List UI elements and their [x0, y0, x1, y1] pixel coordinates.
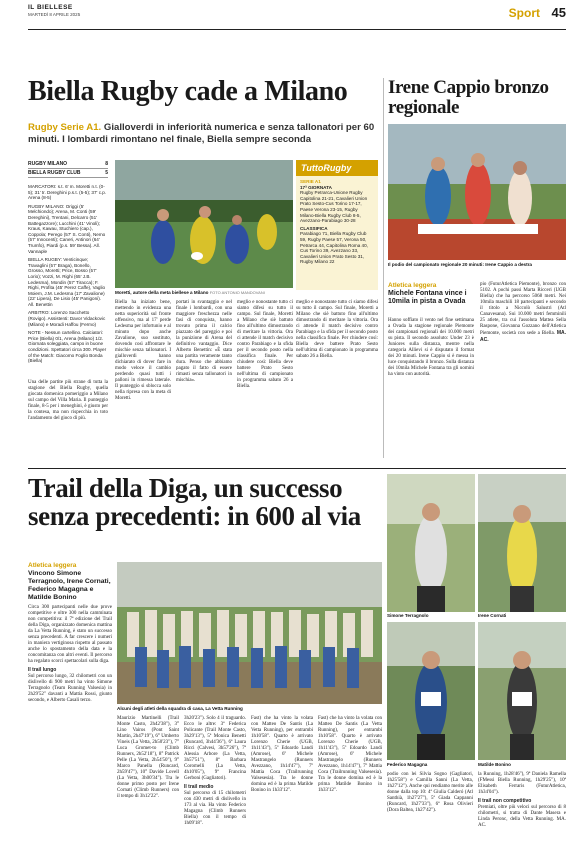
trail-noncomp-head: Il trail non competitivo: [478, 798, 532, 804]
trail-body-col3-text: 3h20'23"). Solo 4 il traguardo. Ecco le altre: 3ª Federica Policante (Trail Monte Casto, 3h29'13"), 5ª Monica Benetti (Runcard, 3h44'36"), 6ª Laura Ricci (Calvesi, 3h57'26"), 7ª Alessia Arbore (La Vetta, 3h57'51"), 8ª Barbara Coromelli (La Vetta, 4h10'05"), 9ª Francina Gerboni (Gagliatori).: [184, 716, 246, 781]
trail-team-photo: [117, 562, 382, 704]
section-label: Sport: [508, 6, 540, 20]
cappio-body-col1: Hanno soffiato il vento nel fine settimana a Ovada la stagione regionale Piemonte dei campionati regionali dei 10.000 metri su pista. Il secondo assoluto: Under 23 è Juniores sulla distanza, mentre nella categoria Allievi si è disputato il format dei 20 minuti. Irene Cappio si è messa in luce conquistando il bronzo. Sulla distanza dei 10mila Michele Fontana tra gli uomini ha vinto con autorità.: [388, 318, 474, 377]
score-team: RUGBY MILANO: [28, 161, 68, 167]
rugby-headline: Biella Rugby cade a Milano: [28, 76, 348, 107]
rugby-photo-credit: FOTO ANTONIO MANDOVANI: [209, 290, 265, 295]
score-row: [28, 160, 108, 169]
trail-subhead: Vincono Simone Terragnolo, Irene Cornati, Federico Magagna e Matilde Bonino: [28, 570, 111, 601]
rugby-photo: [115, 160, 293, 288]
trail-kicker: Atletica leggera: [28, 562, 77, 569]
tuttorugby-content: [296, 176, 378, 268]
page-number: 45: [551, 5, 566, 20]
score-row: [28, 169, 108, 178]
rugby-body-col4: meglio e nonostante tutto ci siamo difesi su tutto il campo. Sul finale, Moretti a Milano che siè battuto fino all'ultimo dimostrando di meritare la vittoria. Ora ci attende il match decisivo contro Parabiago e la sfida per il secondo posto nella classifica finale. Per chiudere così: Biella deve battere Prato Sesto nell'ultima di campionato in programma sabato 26 a Biella.: [237, 300, 293, 389]
tabellino-milano: RUGBY MILANO: Origgi (5' Melchiondo); Arena, M. Conti (59' Dereghini), Trentani, Delcarro (51' Battegazzore); Lucchini (41' Vinoli); Kraus, Kawau, Stuchiero (cap.), Coppola; Perego (57' S. Conti), Nemo (57' Innocenti); Caneri, Antinori (64' Trumfo), Piardi (p.s. 59' Bessa). All. Vannaple: [28, 203, 106, 254]
trail-body-col5: podio con lei Silvia Sogno (Gagliatori, 1h25'58") e Camilla Sanni (La Vetta, 1h27'12"). Anche qui rendiamo merito alle donne dalla top 10: 4ª Giulia Calderó (Atl Santhià, 1h27'27"), 5ª Giada Cappanni (Runcard, 1h27'33"), 6ª Rosa Olivieri (Dora Baltea, 1h27'42").: [387, 772, 473, 813]
trail-body-col6-text: la Running, 1h28'46"), 9ª Daniela Ramella (FMessi Biella Running, 1h29'25"), 10ª Elisabeth Ferraris (FuturAtletica, 1h34'04").: [478, 772, 566, 795]
winner-photo-bonino: [478, 622, 566, 760]
score-points: 8: [105, 161, 108, 167]
winner-label-magagna: Federico Magagna: [387, 762, 428, 767]
trail-headline: Trail della Diga, un successo senza precedenti: in 600 al via: [28, 473, 361, 531]
trail-body-col4: Fast) che ha vinto la volata con Matteo De Santis (La Vetta Running), per entrambi 1h10'58". Quarto è arrivato Lorenzo Cherie (UGB, 1h11'43"), 5º Edoardo Landi (Amrose), 6º Michele Mastrangelo (Runners Avezzano, 1h14'47"), 7º Mattia Coca (Trailrunning Valsesesia). Tra le donne domina ed è la prima Matilde Bonino in 1h33'12".: [251, 716, 313, 793]
trail-medium-head: Il trail medio: [184, 784, 214, 790]
trail-body-col3b: Sul percorso di 15 chilometri con 430 metri di dislivello in 173 al via. Ha vinto Federico Magagna (Climb Runners Biella) con il tempo di 1h09'18".: [184, 791, 246, 826]
cappio-body-col2: [480, 282, 566, 344]
masthead-rule: [28, 29, 566, 30]
rugby-body-col1: Una delle partite più strane di tutta la stagione del Biella Rugby, quella giocata domenica pomeriggio a Milano sul campo del Villa Maria. Il punteggio finale, 8-5 per i meneghini, è giusto per la contesa, ma non rispecchia in toto l'andamento del gioco di più.: [28, 380, 108, 421]
rugby-photo-caption: [115, 290, 293, 295]
cappio-body-col2-text: pio (FuturAtletica Piemonte), bronzo con 5102. A pochi passi Marta Ricceri (UGB Biella) che ha percorso 5068 metri. Nei 10mila maschili 18 partecipanti e secondo il titolo a Niccolò Salustri (Atl Canavesana). Sui 10.000 metri femminili 25 atlete, tra cui l'assoluta Mattea Sella Raspone, Giovanna Gozzano dell'Atletica Piemonte, società con sede a Biella.: [480, 282, 566, 336]
trail-body-col1: [28, 605, 112, 705]
cappio-photo-caption: Il podio del campionato regionale 20 minuti: Irene Cappio a destra: [388, 262, 532, 267]
publication-name: IL BIELLESE: [28, 4, 73, 11]
rugby-body-col3: portati in svantaggio e nel finale i lombardi, con una maggiore freschezza nelle fasi di conquista, hanno trovato prima il calcio piazzato del pareggio e poi la punizione di Arena del definitivo vantaggio. Dice Alberto Benettin: «È stata una partita veramente tanto dura. Penso che abbiamo pagato il fatto di essere rimasti senza tallonatori in mischia».: [176, 300, 232, 383]
rugby-caption-text: Moretti, autore della meta biellese a Milano: [115, 290, 209, 295]
rugby-subhead: [28, 122, 376, 146]
trail-body-col2: Maurizio Martinelli (Trail Monte Casto, 2h42'38"), 3° Lino Vairos (Pont Saint Martin, 2h47'19"), 6° Umberto Vineis (La Vetta, 2h50'23"), 7° Luca Gromet-to (Climb Runners, 2h52'18"), 8° Patrick Pelle (La Vetta, 2h54'50"), 9° Marco Panella (Runcard, 2h59'47"), 10° Davide Lovell (La Vetta, 3h00'34"). Tra le donne primo posto per Irene Cornati (Climb Runners) con il tempo di 3h12'22".: [117, 716, 179, 799]
winner-label-bonino: Matilde Bonino: [478, 762, 511, 767]
tabellino-arbitro: ARBITRO: Lorenzo Sacchetto (Rovigo). Assistenti: Davor Vidackovic (Milano) e Moradi Haffou (Fermo): [28, 310, 106, 327]
box-round: 17ª GIORNATA: [300, 184, 332, 190]
winner-label-terragnolo: Simone Terragnolo: [387, 613, 429, 618]
trail-body-col1b: Sul percorso lungo, 32 chilometri con un dislivello di 900 metri ha vinto Simone Terragnolo (Team Running Valsesia) in 2h29'52" davanti a Mattia Rossi, giunto secondo, e Alberto Casali terzo.: [28, 674, 112, 703]
winner-photo-magagna: [387, 622, 475, 760]
tabellino-biella: BIELLA RUGBY: Venticinque; Travaglini (57' Braga), Bonello, Grosso, Moretti; Price, Bosso (57' Lorio); Vozzi, M. Righi (65' J.B. Ledesma), Mondin (57' Tiracca); F. Righi, Profita (45' Perez Caffe), Vaglio Moiem, J.M. Ledesma (17' Zavalione) (22' Lipera), De Lisio (45' Panigoni). All. Benettin: [28, 257, 106, 307]
score-points: 5: [105, 170, 108, 176]
trail-photo-caption: Alcuni degli atleti della squadra di casa, La Vetta Running: [117, 706, 243, 711]
section-rule: [28, 468, 566, 469]
scoreboard: [28, 160, 108, 178]
box-standings: Parabiago 71, Biella Rugby Club 59, Rugby Paese 57, Verona 50, Petrarca 44, Capitolina Roma 40, Cus Torino 39, Avezzano 33, Cavalieri Union Prato Sesto 31, Rugby Milano 22: [300, 231, 368, 265]
column-divider: [383, 78, 384, 458]
trail-body-col4b: Fast) che ha vinto la volata con Matteo De Santis (La Vetta Running), per entrambi 1h10'58". Quarto è arrivato Lorenzo Cherie (UGB, 1h11'43"), 5º Edoardo Landi (Amrose), 6º Michele Mastrangelo (Runners Avezzano, 1h14'47"), 7º Mattia Coca (Trailrunning Valsesesia). Tra le donne domina ed è la prima Matilde Bonino in 1h33'12".: [318, 716, 382, 793]
rugby-tabellino: [28, 184, 108, 364]
rugby-body-cont: meglio e nonostante tutto ci siamo difesi su tutto il campo. Sul finale, Moretti a Milano che siè battuto fino all'ultimo dimostrando di meritare la vittoria. Ora ci attende il match decisivo contro Parabiago e la sfida per il secondo posto nella classifica finale. Per chiudere così: Biella deve battere Prato Sesto nell'ultima di campionato in programma sabato 26 a Biella.: [296, 300, 378, 359]
winner-photo-terragnolo: [387, 474, 475, 612]
cappio-subhead: Michele Fontana vince i 10mila in pista a Ovada: [388, 290, 467, 305]
trail-body-col6: [478, 772, 566, 830]
trail-body-col3: [184, 716, 246, 828]
winner-label-cornati: Irene Cornati: [478, 613, 507, 618]
rugby-subhead-text: Gialloverdi in inferiorità numerica e senza tallonatori per 60 minuti. I lombardi rimontano nel finale, Biella sempre seconda: [28, 122, 375, 145]
cappio-headline: Irene Cappio bronzo regionale: [388, 77, 549, 118]
box-results: Rugby Petrarca-Unione Rugby Capitolina 21-21, Cavalieri Union Prato Sesto-Cus Torino 17-17, Paese Verona 23-15, Rugby Milano-Biella Rugby Club 8-5, Avezzano-Parabiago 30-28: [300, 190, 368, 224]
score-team: BIELLA RUGBY CLUB: [28, 170, 81, 176]
tuttorugby-title: TuttoRugby: [296, 160, 378, 176]
tabellino-scorers: MARCATORI: s.t. 6' m. Moretti n.t. (0-5); 31' tr. Dereghini p.s.t. (5-5); 37' c.p. Arena (8-5): [28, 184, 107, 201]
tuttorugby-box: [296, 160, 378, 290]
issue-date: MARTEDÌ 8 APRILE 2025: [28, 12, 81, 17]
rugby-kicker: Rugby Serie A1.: [28, 122, 102, 133]
rugby-body-col2: Biella ha iniziato bene, mettendo in evidenza una netta superiorità sul fronte offensivo, ma al 17' perde Ledesma per infortunio e al minuto dopo anche Zavalione, suo sostituto, dovendo così affrontare le mischie senza tallonatori. I gialloverdi hanno dichiarato di dover fare in modo veloce il cambio perdendo quasi tutti i palloni in rimessa laterale. Il punteggio si sblocca solo nella ripresa con la meta di Moretti.: [115, 300, 171, 401]
cappio-kicker: Atletica leggera: [388, 282, 437, 289]
tabellino-note: NOTE - Nessun cartellino. Calciatori: Price (Biella) 0/1, Arena (Milano) 1/2. Giornata soleggiata, campo in buone condizioni. Spettatori circa 300. Player of the Match: Giacomo Foglio Bonda (Biella): [28, 330, 107, 364]
masthead: [28, 4, 566, 28]
trail-long-head: Il trail lungo: [28, 667, 57, 673]
trail-body-col1-text: Circa 300 partecipanti nelle due prove competitive e oltre 300 nella camminata non competitiva: il 7ª edizione del Trail della Diga, organizzato domenica mattina da La Vetta Running, è stato un successo senza precedenti. A far crescere i numeri in maniera vertiginosa rispetto al passato anche lo spostamento della data e la concomitanza con altri eventi. Il percorso ha regalato scorci spettacolari sulla diga.: [28, 605, 112, 664]
rugby-body-col5: [296, 300, 378, 360]
trail-body-col6b: Premiati, oltre più veloci sul percorso di 8 chilometri, si tratta di Dante Masera e Linda Peronc, della Vetta Running. MA. AC.: [478, 805, 566, 828]
cappio-photo: [388, 124, 566, 260]
box-standings-head: CLASSIFICA: [300, 225, 328, 231]
winner-photo-cornati: [478, 474, 566, 612]
box-league: SERIE A1: [300, 179, 321, 184]
cappio-signature: MA. AC.: [480, 330, 566, 343]
